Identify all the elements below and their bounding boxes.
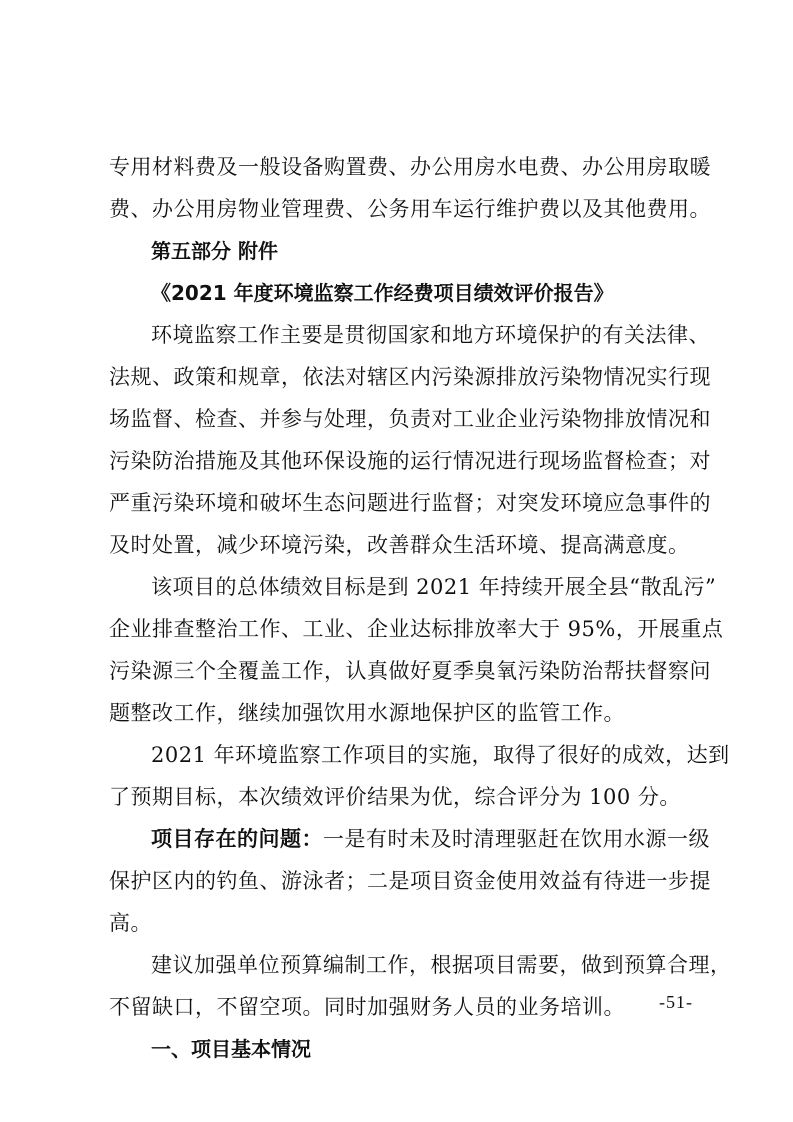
subheading: 一、项目基本情况 [151, 1037, 311, 1061]
problems-line-3: 高。 [109, 911, 152, 935]
para3-line-2: 了预期目标，本次绩效评价结果为优，综合评分为 100 分。 [109, 785, 681, 809]
problems-line-2: 保护区内的钓鱼、游泳者；二是项目资金使用效益有待进一步提 [109, 869, 711, 893]
problems-first-line-text: 一是有时未及时清理驱赶在饮用水源一级 [323, 827, 710, 851]
para1-line-1: 环境监察工作主要是贯彻国家和地方环境保护的有关法律、 [151, 323, 710, 347]
problems-label: 项目存在的问题： [151, 827, 323, 851]
carry-paragraph-line-2: 费、办公用房物业管理费、公务用车运行维护费以及其他费用。 [109, 197, 711, 221]
para5-line-2: 不留缺口，不留空项。同时加强财务人员的业务培训。 [109, 995, 625, 1019]
para2-line-3: 污染源三个全覆盖工作，认真做好夏季臭氧污染防治帮扶督察问 [109, 659, 711, 683]
section-title: 第五部分 附件 [151, 239, 278, 263]
document-body [109, 146, 732, 1070]
para2-line-1: 该项目的总体绩效目标是到 2021 年持续开展全县“散乱污” [151, 575, 717, 599]
carry-paragraph-line-1: 专用材料费及一般设备购置费、办公用房水电费、办公用房取暖 [109, 155, 711, 179]
problems-line-1 [109, 818, 710, 860]
para1-line-6: 及时处置，减少环境污染，改善群众生活环境、提高满意度。 [109, 533, 690, 557]
para1-line-4: 污染防治措施及其他环保设施的运行情况进行现场监督检查；对 [109, 449, 711, 473]
para5-line-1: 建议加强单位预算编制工作，根据项目需要，做到预算合理， [151, 953, 732, 977]
para3-line-1: 2021 年环境监察工作项目的实施，取得了很好的成效，达到 [151, 743, 730, 767]
report-title: 《2021 年度环境监察工作经费项目绩效评价报告》 [151, 281, 614, 305]
para1-line-2: 法规、政策和规章，依法对辖区内污染源排放污染物情况实行现 [109, 365, 711, 389]
para2-line-2: 企业排查整治工作、工业、企业达标排放率大于 95%，开展重点 [109, 617, 724, 641]
para2-line-4: 题整改工作，继续加强饮用水源地保护区的监管工作。 [109, 701, 625, 725]
para1-line-5: 严重污染环境和破坏生态问题进行监督；对突发环境应急事件的 [109, 491, 711, 515]
page-number: -51- [659, 992, 693, 1012]
para1-line-3: 场监督、检查、并参与处理，负责对工业企业污染物排放情况和 [109, 407, 711, 431]
